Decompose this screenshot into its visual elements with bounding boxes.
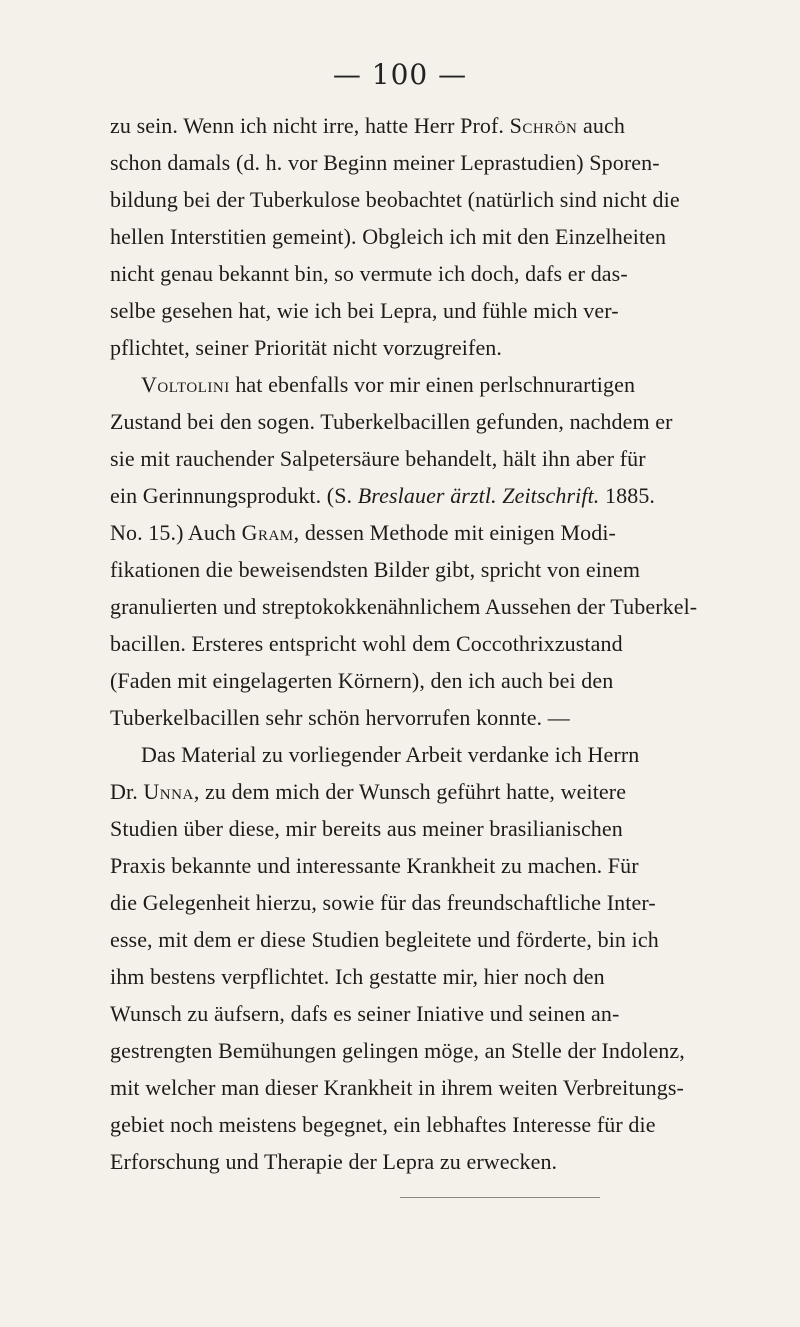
text-line: sie mit rauchender Salpetersäure behandelt, hält ihn aber für (110, 446, 646, 471)
text-line: Praxis bekannte und interessante Krankheit zu machen. Für (110, 853, 639, 878)
text-run: hat ebenfalls vor mir einen perlschnurartigen (235, 372, 636, 397)
author-name-voltolini: Voltolini (141, 372, 230, 397)
author-name-gram: Gram (241, 520, 294, 545)
closing-rule (400, 1197, 600, 1198)
author-name-schroen: Schrön (509, 113, 578, 138)
text-line: Das Material zu vorliegender Arbeit verdanke ich Herrn (141, 742, 640, 767)
text-line: ihm bestens verpflichtet. Ich gestatte mir, hier noch den (110, 964, 605, 989)
text-line: granulierten und streptokokkenähnlichem Aussehen der Tuberkel- (110, 594, 698, 619)
text-line: Wunsch zu äufsern, dafs es seiner Iniative und seinen an- (110, 1001, 620, 1026)
text-line: nicht genau bekannt bin, so vermute ich doch, dafs er das- (110, 261, 628, 286)
text-run: ein Gerinnungsprodukt. (S. (110, 483, 353, 508)
text-line: die Gelegenheit hierzu, sowie für das freundschaftliche Inter- (110, 890, 656, 915)
text-line: Tuberkelbacillen sehr schön hervorrufen konnte. — (110, 705, 570, 730)
text-line (141, 367, 800, 403)
text-run: , dessen Methode mit einigen Modi- (293, 520, 616, 545)
text-line: (Faden mit eingelagerten Körnern), den ich auch bei den (110, 668, 614, 693)
text-line: Studien über diese, mir bereits aus meiner brasilianischen (110, 816, 623, 841)
text-line: esse, mit dem er diese Studien begleitete und förderte, bin ich (110, 927, 659, 952)
text-line: hellen Interstitien gemeint). Obgleich ich mit den Einzelheiten (110, 224, 667, 249)
text-line: gebiet noch meistens begegnet, ein lebhaftes Interesse für die (110, 1112, 656, 1137)
text-line (110, 478, 800, 514)
text-line: bildung bei der Tuberkulose beobachtet (natürlich sind nicht die (110, 187, 680, 212)
text-run: zu sein. Wenn ich nicht irre, hatte Herr Prof. (110, 113, 505, 138)
text-line: gestrengten Bemühungen gelingen möge, an Stelle der Indolenz, (110, 1038, 685, 1063)
text-run: No. 15.) Auch (110, 520, 236, 545)
text-line: schon damals (d. h. vor Beginn meiner Leprastudien) Sporen- (110, 150, 660, 175)
journal-citation: Breslauer ärztl. Zeitschrift. (357, 483, 600, 508)
text-run: 1885. (605, 483, 656, 508)
author-name-unna: Unna (143, 779, 194, 804)
text-line: fikationen die beweisendsten Bilder gibt, spricht von einem (110, 557, 641, 582)
text-line: mit welcher man dieser Krankheit in ihrem weiten Verbreitungs- (110, 1075, 684, 1100)
text-run: , zu dem mich der Wunsch geführt hatte, weitere (193, 779, 627, 804)
text-line: bacillen. Ersteres entspricht wohl dem Coccothrixzustand (110, 631, 623, 656)
text-line: Erforschung und Therapie der Lepra zu erwecken. (110, 1149, 558, 1174)
text-line: Zustand bei den sogen. Tuberkelbacillen gefunden, nachdem er (110, 409, 673, 434)
text-line: pflichtet, seiner Priorität nicht vorzugreifen. (110, 335, 503, 360)
text-line (110, 108, 800, 144)
text-line: selbe gesehen hat, wie ich bei Lepra, und fühle mich ver- (110, 298, 619, 323)
page-number: — 100 — (332, 58, 468, 91)
text-run: Dr. (110, 779, 138, 804)
text-run: auch (582, 113, 625, 138)
text-line (110, 774, 800, 810)
text-line (110, 515, 800, 551)
